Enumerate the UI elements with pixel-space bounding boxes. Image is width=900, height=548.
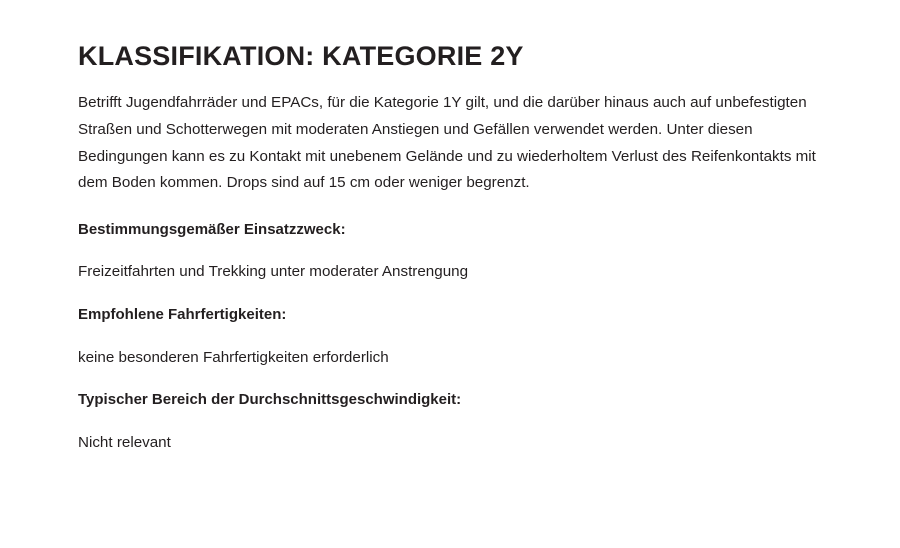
field-label-riding-skills: Empfohlene Fahrfertigkeiten: bbox=[78, 306, 287, 324]
field-riding-skills bbox=[78, 304, 822, 369]
intro-paragraph: Betrifft Jugendfahrräder und EPACs, für die Kategorie 1Y gilt, und die darüber hinaus auch auf unbefestigten Straßen und Schotterwegen mit moderaten Anstiegen und Gefällen verwendet werden. Unter diesen Bedingungen kann es zu Kontakt mit unebenem Gelände und zu wiederholtem Verlust des Reifenkontakts mit dem Boden kommen. Drops sind auf 15 cm oder weniger begrenzt. bbox=[78, 94, 816, 192]
field-label-intended-use: Bestimmungsgemäßer Einsatzzweck: bbox=[78, 220, 346, 238]
field-value-riding-skills: keine besonderen Fahrfertigkeiten erforderlich bbox=[78, 348, 389, 366]
field-intended-use bbox=[78, 219, 822, 284]
field-label-average-speed: Typischer Bereich der Durchschnittsgeschwindigkeit: bbox=[78, 391, 462, 409]
field-average-speed bbox=[78, 389, 822, 454]
field-value-intended-use: Freizeitfahrten und Trekking unter moderater Anstrengung bbox=[78, 263, 469, 281]
page-title: KLASSIFIKATION: KATEGORIE 2Y bbox=[78, 41, 524, 71]
field-value-average-speed: Nicht relevant bbox=[78, 433, 171, 451]
